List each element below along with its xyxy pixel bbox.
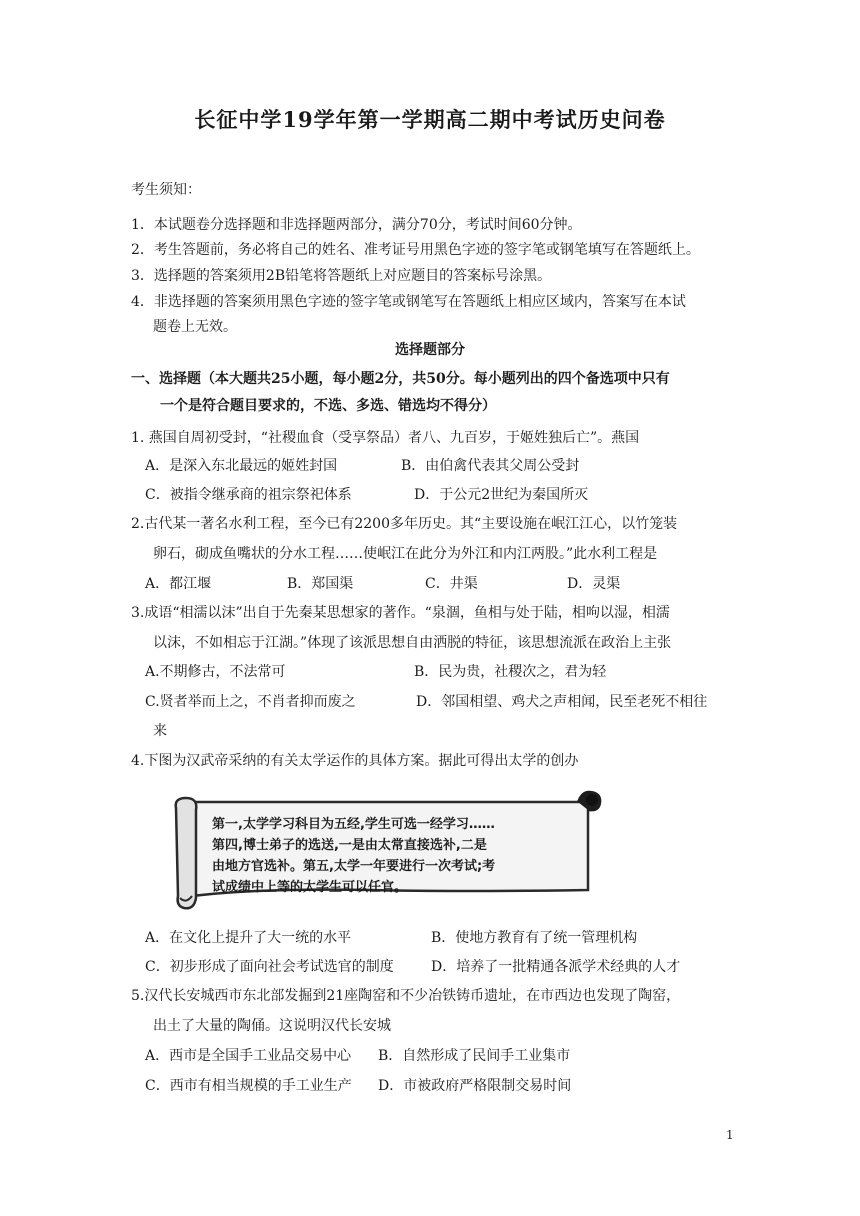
scroll-line-1: 第一,太学学习科目为五经,学生可选一经学习…… bbox=[212, 817, 495, 832]
q2-stem-line2: 卵石，砌成鱼嘴状的分水工程……使岷江在此分为外江和内江两股。”此水利工程是 bbox=[153, 546, 658, 562]
q1-stem: 1. 燕国自周初受封，“社稷血食（受享祭品）者八、九百岁，于姬姓独后亡”。燕国 bbox=[131, 430, 640, 446]
q5-option-d: D．市被政府严格限制交易时间 bbox=[378, 1078, 572, 1094]
q1-option-a: A．是深入东北最远的姬姓封国 bbox=[145, 458, 338, 474]
scroll-text-block bbox=[212, 814, 572, 898]
q3-option-b: B．民为贵，社稷次之，君为轻 bbox=[414, 664, 607, 680]
notice-item-1: 1．本试题卷分选择题和非选择题两部分，满分70分，考试时间60分钟。 bbox=[131, 217, 582, 233]
q3-stem-line1: 3.成语“相濡以沫”出自于先秦某思想家的著作。“泉涸，鱼相与处于陆，相呴以湿，相濡 bbox=[131, 605, 670, 621]
notice-heading: 考生须知： bbox=[131, 182, 201, 198]
q2-option-c: C．井渠 bbox=[425, 576, 478, 592]
q3-option-c: C.贤者举而上之，不肖者抑而废之 bbox=[145, 694, 356, 710]
q1-option-d: D．于公元2世纪为秦国所灭 bbox=[414, 487, 589, 503]
q1-option-c: C．被指令继承商的祖宗祭祀体系 bbox=[145, 487, 352, 503]
q4-option-c: C．初步形成了面向社会考试选官的制度 bbox=[145, 959, 394, 975]
q5-option-b: B．自然形成了民间手工业集市 bbox=[378, 1048, 571, 1064]
notice-item-4: 4．非选择题的答案须用黑色字迹的签字笔或钢笔写在答题纸上相应区域内，答案写在本试 bbox=[131, 294, 686, 310]
q3-option-d-cont: 来 bbox=[153, 723, 167, 739]
q3-option-a: A.不期修古，不法常可 bbox=[145, 664, 286, 680]
q4-option-a: A．在文化上提升了大一统的水平 bbox=[145, 930, 352, 946]
q3-option-d: D．邻国相望、鸡犬之声相闻，民至老死不相往 bbox=[416, 694, 708, 710]
exam-title: 长征中学19学年第一学期高二期中考试历史问卷 bbox=[194, 107, 666, 132]
q2-option-d: D．灵渠 bbox=[567, 576, 621, 592]
scroll-line-3: 由地方官选补。第五,太学一年要进行一次考试;考 bbox=[212, 859, 496, 874]
page-number: 1 bbox=[726, 1128, 734, 1142]
q5-stem-line2: 出土了大量的陶俑。这说明汉代长安城 bbox=[153, 1018, 391, 1034]
scroll-line-2: 第四,博士弟子的选送,一是由太常直接选补,二是 bbox=[212, 838, 487, 853]
q5-option-c: C．西市有相当规模的手工业生产 bbox=[145, 1078, 352, 1094]
scroll-figure bbox=[170, 786, 606, 916]
q4-option-b: B．使地方教育有了统一管理机构 bbox=[431, 930, 638, 946]
q5-stem-line1: 5.汉代长安城西市东北部发掘到21座陶窑和不少冶铁铸币遗址，在市西边也发现了陶窑， bbox=[131, 988, 681, 1004]
section-title: 选择题部分 bbox=[395, 342, 465, 358]
notice-item-3: 3．选择题的答案须用2B铅笔将答题纸上对应题目的答案标号涂黑。 bbox=[131, 268, 552, 284]
section-heading-line1: 一、选择题（本大题共25小题，每小题2分，共50分。每小题列出的四个备选项中只有 bbox=[131, 371, 670, 387]
q2-stem-line1: 2.古代某一著名水利工程，至今已有2200多年历史。其“主要设施在岷江江心，以竹笼装 bbox=[131, 516, 678, 532]
q4-stem: 4.下图为汉武帝采纳的有关太学运作的具体方案。据此可得出太学的创办 bbox=[131, 753, 579, 769]
q2-option-a: A．都江堰 bbox=[145, 576, 212, 592]
q4-option-d: D．培养了一批精通各派学术经典的人才 bbox=[431, 959, 681, 975]
q3-stem-line2: 以沫，不如相忘于江湖。”体现了该派思想自由洒脱的特征，该思想流派在政治上主张 bbox=[153, 635, 672, 651]
scroll-line-4: 试成绩中上等的太学生可以任官。 bbox=[212, 880, 408, 895]
notice-item-2: 2．考生答题前，务必将自己的姓名、准考证号用黑色字迹的签字笔或钢笔填写在答题纸上。 bbox=[131, 242, 700, 258]
section-heading-line2: 一个是符合题目要求的，不选、多选、错选均不得分） bbox=[160, 398, 496, 414]
q1-option-b: B．由伯禽代表其父周公受封 bbox=[401, 458, 580, 474]
q2-option-b: B．郑国渠 bbox=[287, 576, 354, 592]
notice-item-4-cont: 题卷上无效。 bbox=[153, 319, 237, 335]
q5-option-a: A．西市是全国手工业品交易中心 bbox=[145, 1048, 352, 1064]
